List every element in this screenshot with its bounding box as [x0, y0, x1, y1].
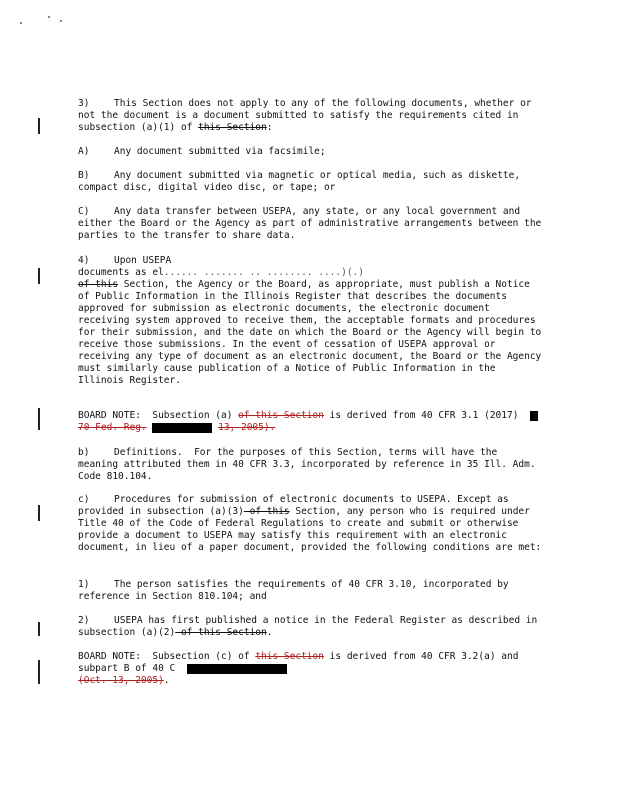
- para-number: B): [78, 170, 90, 181]
- para-number: C): [78, 206, 90, 217]
- para-text: Any data transfer between USEPA, any state, or any local government and either the Board or the Agency as part of administrative arrangements between the parties to the transfer to share data.: [78, 206, 548, 241]
- para-text: This Section does not apply to any of the following documents, whether or not the document is a document submitted to satisfy the requirements cited in subsection (a)(1) of: [78, 98, 538, 133]
- note-label: BOARD NOTE:: [78, 410, 141, 421]
- revision-bar: [38, 118, 40, 134]
- para-text: Any document submitted via facsimile;: [114, 146, 326, 157]
- revision-bar: [38, 660, 40, 684]
- para-text: Section, any person who is required under Title 40 of the Code of Federal Regulations to create and submit or otherwise provide a document to USEPA may satisfy this requirement with an electronic document, in lieu of a paper document, provided the following conditions are met:: [78, 506, 542, 553]
- paragraph-a3C: [78, 206, 548, 242]
- note-text: is derived from 40 CFR 3.2(a) and subpart B of 40 C: [78, 651, 525, 674]
- struck-text: this Section: [255, 651, 324, 662]
- paragraph-c2: [78, 615, 542, 639]
- para-text: The person satisfies the requirements of 40 CFR 3.10, incorporated by reference in Section 810.104; and: [78, 579, 515, 602]
- paragraph-a3: [78, 98, 542, 134]
- para-tail: :: [266, 122, 273, 133]
- struck-text: of this: [243, 506, 290, 517]
- para-number: 3): [78, 98, 90, 109]
- para-number: 2): [78, 615, 90, 626]
- struck-text: (Oct. 13, 2005): [78, 675, 164, 686]
- para-text: Any document submitted via magnetic or optical media, such as diskette, compact disc, digital video disc, or tape; or: [78, 170, 526, 193]
- note-text: Subsection (a): [140, 410, 239, 421]
- para-number: c): [78, 494, 90, 505]
- paragraph-b: [78, 447, 542, 483]
- scan-speck: [48, 16, 50, 18]
- redaction-block: [187, 664, 287, 674]
- para-number: 4): [78, 255, 90, 266]
- paragraph-c: [78, 494, 542, 554]
- para-number: b): [78, 447, 90, 458]
- revision-bar: [38, 505, 40, 521]
- faded-text: ...... ....... .. ........ ....)(.): [163, 267, 364, 278]
- struck-text: 13, 2005).: [218, 422, 276, 433]
- paragraph-c1: [78, 579, 542, 603]
- scan-speck: [20, 22, 22, 24]
- board-note-a: [78, 410, 542, 434]
- revision-bar: [38, 408, 40, 430]
- note-text: is derived from 40 CFR 3.1 (2017): [323, 410, 519, 421]
- struck-text: this Section: [198, 122, 267, 133]
- para-text: Upon USEPA: [114, 255, 172, 266]
- para-text: USEPA has first published a notice in the Federal Register as described in subsection (a)(2): [78, 615, 543, 638]
- paragraph-a3B: [78, 170, 542, 194]
- struck-text: of this Section: [238, 410, 324, 421]
- redaction-block: [530, 411, 538, 421]
- para-text: Procedures for submission of electronic documents to USEPA. Except as provided in subsection (a)(3): [78, 494, 515, 517]
- revision-bar: [38, 622, 40, 636]
- struck-text: of this: [78, 279, 119, 290]
- paragraph-a4: [78, 255, 548, 387]
- para-number: 1): [78, 579, 90, 590]
- para-tail: .: [266, 627, 273, 638]
- struck-text: of this Section: [175, 627, 267, 638]
- scan-speck: [60, 20, 62, 22]
- board-note-c: [78, 651, 542, 687]
- para-text: documents as el: [78, 267, 164, 278]
- redaction-block: [152, 423, 212, 433]
- para-text: Definitions. For the purposes of this Section, terms will have the meaning attributed them in 40 CFR 3.3, incorporated by reference in 35 Ill. Adm. Code 810.104.: [78, 447, 542, 482]
- paragraph-a3A: [78, 146, 542, 158]
- note-text: Subsection (c) of: [140, 651, 256, 662]
- note-tail: .: [163, 675, 170, 686]
- para-text: Section, the Agency or the Board, as appropriate, must publish a Notice of Public Information in the Illinois Register that describes the documents approved for submission as electronic documents, the electronic document receiving system approved to receive them, the acceptable formats and procedures for their submission, and the date on which the Board or the Agency will begin to receive those submissions. In the event of cessation of USEPA approval or receiving any type of document as an electronic document, the Board or the Agency must similarly cause publication of a Notice of Public Information in the Illinois Register.: [78, 279, 548, 386]
- struck-text: 70 Fed. Reg.: [78, 422, 147, 433]
- para-number: A): [78, 146, 90, 157]
- revision-bar: [38, 268, 40, 284]
- note-label: BOARD NOTE:: [78, 651, 141, 662]
